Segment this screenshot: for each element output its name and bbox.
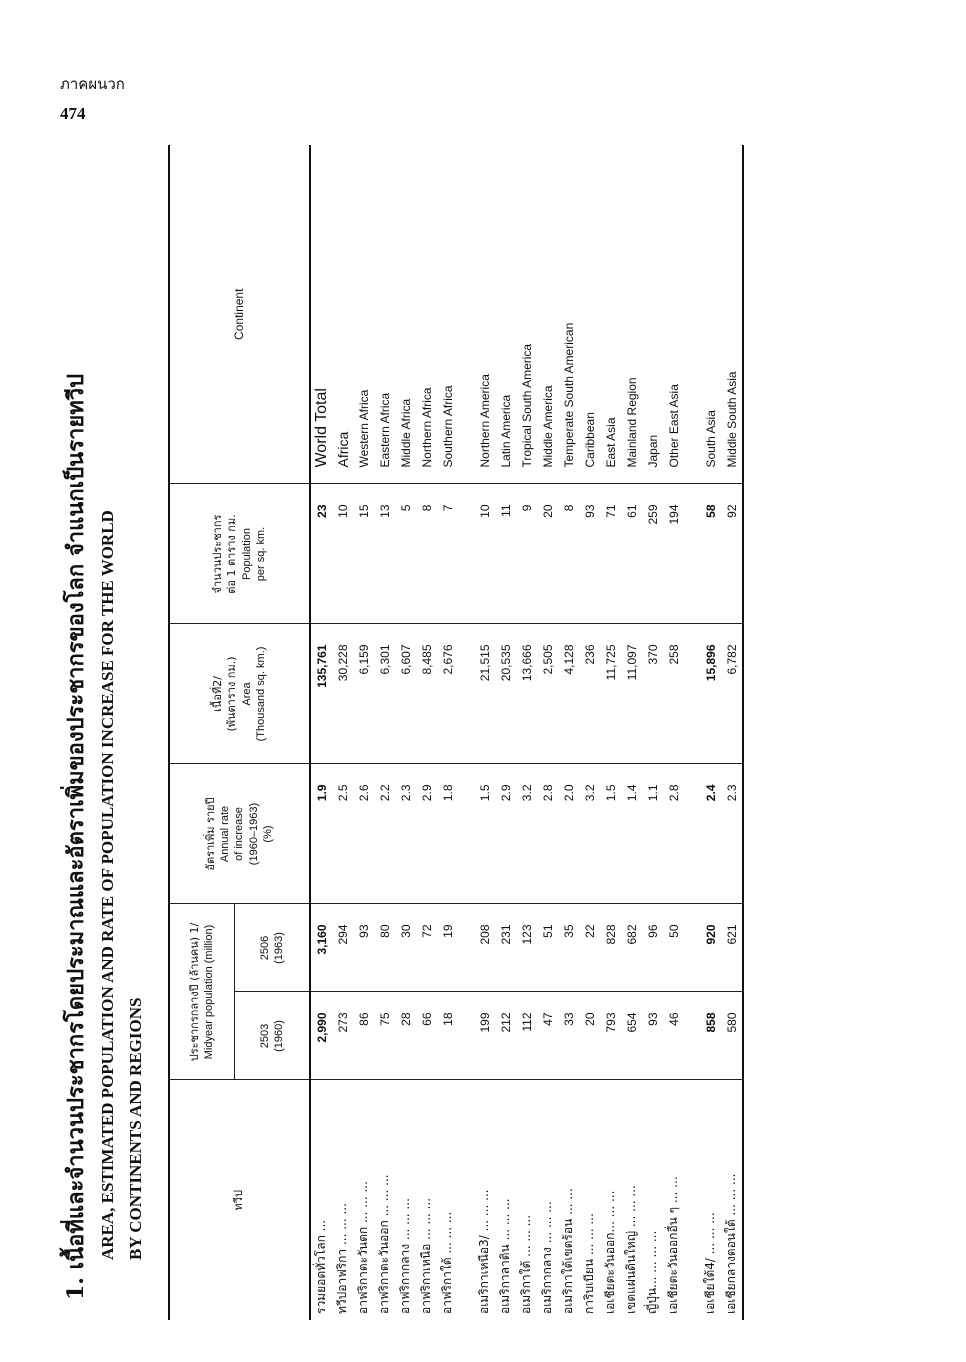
table-row [332,145,353,1320]
continent-name: Mainland Region [621,145,642,484]
continent-name: Caribbean [579,145,600,484]
population-1960: 199 [474,992,495,1080]
spacer-cell [458,624,474,764]
table-title-thai: 1. เนื้อที่และจำนวนประชากรโดยประมาณและอัตราเพิ่มของประชากรของโลก จำแนกเป็นรายทวีป [63,373,89,1300]
population-1963: 50 [663,904,684,992]
region-name-thai: อาฟริกาเหนือ ... ... ... [419,1197,433,1314]
spacer-cell [458,764,474,904]
table-row [663,145,684,1320]
spacer-cell [458,145,474,484]
continent-name: Southern Africa [437,145,458,484]
annual-rate: 2.3 [395,764,416,904]
population-1963: 208 [474,904,495,992]
region-name-thai: อาฟริกากลาง ... ... ... [398,1198,412,1314]
population-1960: 18 [437,992,458,1080]
density-value: 92 [721,484,743,624]
density-value: 8 [416,484,437,624]
density-value: 15 [353,484,374,624]
region-name-thai: อาฟริกาตะวันตก ... ... ... [356,1181,370,1314]
region-name-thai: เอเชียตะวันออกอื่น ๆ ... ... [666,1176,680,1314]
area-value: 6,782 [721,624,743,764]
area-value: 8,485 [416,624,437,764]
appendix-label: ภาคผนวก [60,75,125,93]
annual-rate: 2.2 [374,764,395,904]
population-1960: 212 [495,992,516,1080]
annual-rate: 2.5 [332,764,353,904]
region-name-thai: อเมริกาลาติน ... ... ... [498,1198,512,1314]
population-1960: 20 [579,992,600,1080]
annual-rate: 1.5 [600,764,621,904]
region-name-thai: อเมริกากลาง ... ... ... [540,1201,554,1314]
table-row [579,145,600,1320]
area-value: 30,228 [332,624,353,764]
header-density: จำนวนประชากร ต่อ 1 ตาราง กม. Population per sq. km. [169,484,310,624]
annual-rate: 2.6 [353,764,374,904]
population-1960: 33 [558,992,579,1080]
area-value: 2,676 [437,624,458,764]
header-area: เนื้อที่2/ (พันตาราง กม.) Area (Thousand sq. km.) [169,624,310,764]
continent-name: Middle South Asia [721,145,743,484]
spacer-cell [684,992,700,1080]
density-value: 61 [621,484,642,624]
population-1963: 96 [642,904,663,992]
spacer-cell [684,145,700,484]
spacer-row [458,145,474,1320]
table-row [516,145,537,1320]
population-1963: 3,160 [310,904,332,992]
population-1960: 66 [416,992,437,1080]
area-value: 6,607 [395,624,416,764]
table-row [642,145,663,1320]
density-value: 10 [332,484,353,624]
population-1963: 682 [621,904,642,992]
density-value: 13 [374,484,395,624]
population-1963: 22 [579,904,600,992]
population-1960: 75 [374,992,395,1080]
header-population-group: ประชากรกลางปี (ล้านคน) 1/ Midyear population (million) [169,904,235,1080]
table-row [437,145,458,1320]
density-value: 11 [495,484,516,624]
continent-name: Africa [332,145,353,484]
continent-name: Western Africa [353,145,374,484]
density-value: 93 [579,484,600,624]
population-1963: 93 [353,904,374,992]
population-1963: 828 [600,904,621,992]
population-1963: 72 [416,904,437,992]
area-value: 11,725 [600,624,621,764]
spacer-row [684,145,700,1320]
spacer-cell [684,764,700,904]
annual-rate: 1.8 [437,764,458,904]
area-value: 258 [663,624,684,764]
table-row [474,145,495,1320]
spacer-cell [684,484,700,624]
header-region-th: ทวีป [169,1080,310,1320]
table-title-english-2: BY CONTINENTS AND REGIONS [126,997,145,1260]
population-1963: 30 [395,904,416,992]
area-value: 6,159 [353,624,374,764]
population-1960: 86 [353,992,374,1080]
density-value: 7 [437,484,458,624]
region-name-thai: อเมริกาใต้เขตร้อน ... ... [561,1188,575,1314]
header-rate: อัตราเพิ่ม รายปี Annual rate of increase (1960–1963) (%) [169,764,310,904]
density-value: 5 [395,484,416,624]
continent-name: Latin America [495,145,516,484]
population-1963: 19 [437,904,458,992]
table-row [558,145,579,1320]
area-value: 4,128 [558,624,579,764]
annual-rate: 3.2 [579,764,600,904]
region-name-thai: อาฟริกาตะวันออก ... ... ... [377,1174,391,1314]
table-row [395,145,416,1320]
annual-rate: 1.5 [474,764,495,904]
continent-name: Northern America [474,145,495,484]
population-1963: 123 [516,904,537,992]
region-name-thai: รวมยอดทั่วโลก ... [314,1219,328,1314]
continent-name: Tropical South America [516,145,537,484]
density-value: 23 [310,484,332,624]
population-table [168,145,744,1320]
annual-rate: 2.9 [495,764,516,904]
density-value: 8 [558,484,579,624]
area-value: 20,535 [495,624,516,764]
density-value: 58 [700,484,721,624]
population-1963: 35 [558,904,579,992]
rotated-table-sheet [58,140,918,1320]
annual-rate: 1.4 [621,764,642,904]
spacer-cell [684,624,700,764]
continent-name: Middle America [537,145,558,484]
population-1960: 654 [621,992,642,1080]
population-1963: 80 [374,904,395,992]
annual-rate: 2.9 [416,764,437,904]
annual-rate: 2.4 [700,764,721,904]
spacer-cell [458,1080,474,1320]
area-value: 13,666 [516,624,537,764]
population-1963: 231 [495,904,516,992]
area-value: 21,515 [474,624,495,764]
area-value: 15,896 [700,624,721,764]
annual-rate: 3.2 [516,764,537,904]
region-name-thai: เขตแผ่นดินใหญ่ ... ... ... [624,1185,638,1314]
spacer-cell [684,1080,700,1320]
table-row [310,145,332,1320]
region-name-thai: อเมริกาใต้ ... ... ... [519,1214,533,1314]
region-name-thai: อเมริกาเหนือ3/ ... ... ... [477,1189,491,1314]
annual-rate: 2.3 [721,764,743,904]
table-row [621,145,642,1320]
population-1963: 920 [700,904,721,992]
population-1960: 112 [516,992,537,1080]
table-row [700,145,721,1320]
page-number: 474 [60,104,86,123]
table-row [600,145,621,1320]
area-value: 11,097 [621,624,642,764]
population-1960: 580 [721,992,743,1080]
population-1963: 621 [721,904,743,992]
spacer-cell [458,904,474,992]
region-name-thai: อาฟริกาใต้ ... ... ... [440,1211,454,1314]
annual-rate: 1.1 [642,764,663,904]
density-value: 194 [663,484,684,624]
region-name-thai: ญี่ปุ่น... ... ... ... [645,1230,659,1314]
header-1963: 2506 (1963) [235,904,311,992]
population-1960: 46 [663,992,684,1080]
table-body [310,145,743,1320]
annual-rate: 2.8 [537,764,558,904]
region-name-thai: เอเชียตะวันออก... ... ... [603,1190,617,1314]
continent-name: Eastern Africa [374,145,395,484]
population-1960: 28 [395,992,416,1080]
continent-name: Other East Asia [663,145,684,484]
population-1960: 273 [332,992,353,1080]
population-1960: 793 [600,992,621,1080]
density-value: 9 [516,484,537,624]
annual-rate: 2.0 [558,764,579,904]
population-1963: 51 [537,904,558,992]
density-value: 71 [600,484,621,624]
continent-name: Temperate South American [558,145,579,484]
table-row [374,145,395,1320]
area-value: 2,505 [537,624,558,764]
continent-name: Japan [642,145,663,484]
table-title-english: AREA, ESTIMATED POPULATION AND RATE OF POPULATION INCREASE FOR THE WORLD [98,510,117,1260]
area-value: 236 [579,624,600,764]
continent-name: World Total [310,145,332,484]
density-value: 20 [537,484,558,624]
area-value: 135,761 [310,624,332,764]
continent-name: Middle Africa [395,145,416,484]
population-1960: 858 [700,992,721,1080]
population-1960: 93 [642,992,663,1080]
table-row [353,145,374,1320]
spacer-cell [458,484,474,624]
table-row [721,145,743,1320]
continent-name: East Asia [600,145,621,484]
region-name-thai: การิบเบียน ... ... ... [582,1213,596,1314]
region-name-thai: ทวีปอาฟริกา ... ... ... [335,1203,349,1314]
continent-name: South Asia [700,145,721,484]
density-value: 10 [474,484,495,624]
table-row [416,145,437,1320]
population-1960: 47 [537,992,558,1080]
continent-name: Northern Africa [416,145,437,484]
table-row [537,145,558,1320]
spacer-cell [458,992,474,1080]
region-name-thai: เอเชียกลางตอนใต้ ... ... ... [721,1080,743,1320]
density-value: 259 [642,484,663,624]
header-continent: Continent [169,145,310,484]
header-1960: 2503 (1960) [235,992,311,1080]
region-name-thai: เอเชียใต้4/ ... ... ... [703,1212,717,1314]
area-value: 370 [642,624,663,764]
annual-rate: 2.8 [663,764,684,904]
population-1963: 294 [332,904,353,992]
population-1960: 2,990 [310,992,332,1080]
annual-rate: 1.9 [310,764,332,904]
area-value: 6,301 [374,624,395,764]
table-row [495,145,516,1320]
spacer-cell [684,904,700,992]
